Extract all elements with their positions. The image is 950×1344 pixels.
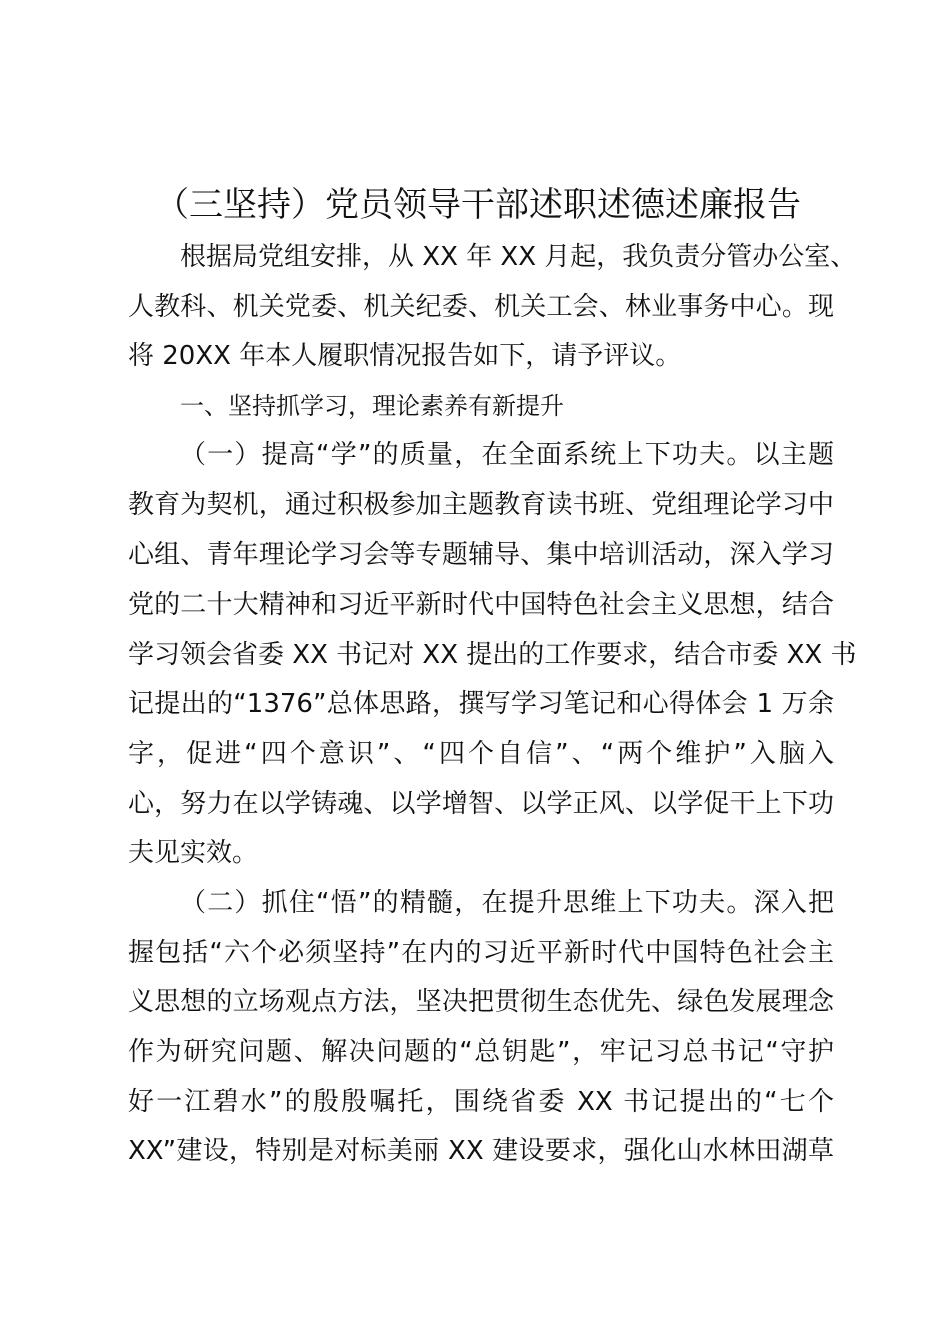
para-2-line-4: 作为研究问题、解决问题的“总钥匙”，牢记习总书记“守护: [128, 1037, 834, 1067]
para-2-line-2: 握包括“六个必须坚持”在内的习近平新时代中国特色社会主: [128, 938, 834, 968]
document-title: （三坚持）党员领导干部述职述德述廉报告: [155, 185, 801, 225]
para-1-line-4: 党的二十大精神和习近平新时代中国特色社会主义思想，结合: [128, 590, 834, 620]
para-2-line-6: XX”建设，特别是对标美丽 XX 建设要求，强化山水林田湖草: [128, 1136, 834, 1166]
para-1-line-1: （一）提高“学”的质量，在全面系统上下功夫。以主题: [180, 440, 834, 470]
para-2-line-5: 好一江碧水”的殷殷嘱托，围绕省委 XX 书记提出的“七个: [128, 1087, 834, 1117]
para-1-line-6: 记提出的“1376”总体思路，撰写学习笔记和心得体会 1 万余: [128, 689, 834, 719]
para-2-line-1: （二）抓住“悟”的精髓，在提升思维上下功夫。深入把: [180, 888, 834, 918]
para-1-line-3: 心组、青年理论学习会等专题辅导、集中培训活动，深入学习: [128, 540, 834, 570]
para-1-line-8: 心，努力在以学铸魂、以学增智、以学正风、以学促干上下功: [128, 789, 834, 819]
para-2-line-3: 义思想的立场观点方法，坚决把贯彻生态优先、绿色发展理念: [128, 987, 834, 1017]
intro-line-3: 将 20XX 年本人履职情况报告如下，请予评议。: [128, 341, 682, 371]
para-1-line-5: 学习领会省委 XX 书记对 XX 提出的工作要求，结合市委 XX 书: [128, 640, 857, 670]
para-1-line-9: 夫见实效。: [128, 838, 259, 868]
intro-line-1: 根据局党组安排，从 XX 年 XX 月起，我负责分管办公室、: [180, 242, 857, 272]
section-1-heading: 一、坚持抓学习，理论素养有新提升: [180, 392, 564, 420]
para-1-line-2: 教育为契机，通过积极参加主题教育读书班、党组理论学习中: [128, 490, 834, 520]
para-1-line-7: 字，促进“四个意识”、“四个自信”、“两个维护”入脑入: [128, 739, 834, 769]
intro-line-2: 人教科、机关党委、机关纪委、机关工会、林业事务中心。现: [128, 292, 834, 322]
